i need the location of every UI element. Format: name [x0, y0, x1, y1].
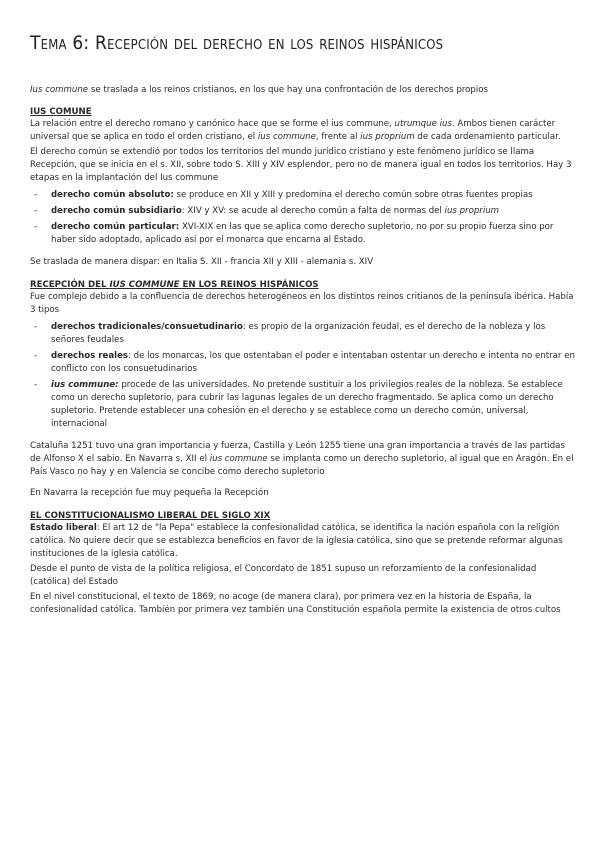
s1-p1-b: . Ambos tienen carácter universal que se aplica en todo el orden cristiano, el	[30, 119, 556, 142]
s2-p2-b: se implanta como un derecho supletorio, al igual que en Aragón. En el País Vasco no hay y en Valencia se concibe como derecho supletorio	[30, 454, 574, 477]
s1-list	[30, 189, 575, 247]
s2-p2-a: Cataluña 1251 tuvo una gran importancia y fuerza, Castilla y León 1255 tiene una gran importancia a través de las partidas de Alfonso X el sabio. En Navarra s. XII el	[30, 441, 565, 464]
list-item-bold: ius commune:	[51, 380, 119, 390]
s1-p1-c: , frente al	[315, 132, 361, 142]
list-item-bold: derechos reales	[51, 351, 129, 361]
s1-p1-i2: ius commune	[257, 132, 316, 142]
document-page	[30, 28, 575, 617]
s2-paragraph-1: Fue complejo debido a la confluencia de derechos heterogéneos en los distintos reinos critianos de la península ibérica. Había 3 tipos	[30, 292, 574, 315]
list-item	[30, 205, 575, 218]
section-heading-recepcion	[30, 279, 575, 291]
list-item	[30, 350, 575, 376]
s1-paragraph-3: Se traslada de manera dispar: en Italia S. XII - francia XII y XIII - alemania s. XIV	[30, 257, 374, 267]
s1-p1-a: La relación entre el derecho romano y canónico hace que se forme el ius commune,	[30, 119, 395, 129]
list-item-text: : es propio de la organización feudal, es el derecho de la nobleza y los señores feudales	[51, 322, 546, 345]
s1-p1-i1: utrumque ius	[394, 119, 452, 129]
s2-list	[30, 321, 575, 431]
intro-paragraph	[30, 84, 575, 97]
list-item	[30, 189, 575, 202]
s1-p1-i3: ius proprium	[360, 132, 415, 142]
intro-text: se traslada a los reinos cristianos, en los que hay una confrontación de los derechos propios	[88, 85, 488, 95]
s2-heading-a: RECEPCIÓN DEL	[30, 280, 110, 290]
list-item-text: se produce en XII y XIII y predomina el derecho común sobre otras fuentes propias	[173, 190, 533, 200]
list-item-text: XVI-XIX en las que se aplica como derecho supletorio, no por su propio fuerza sino por haber sido adoptado, aplicado así por el monarca que encarna al Estado.	[51, 222, 554, 245]
s3-paragraph-3: En el nivel constitucional, el texto de 1869, no acoge (de manera clara), por primera vez en la historia de España, la confesionalidad católica. También por primera vez también una Constitución española permite la existencia de otros cultos	[30, 592, 561, 615]
list-item-bold: derecho común absoluto:	[51, 190, 174, 200]
list-item-text: procede de las universidades. No pretende sustituir a los privilegios reales de la nobleza. Se establece como un derecho supletorio, para cubrir las lagunas legales de un derecho fragmentado. Se aplica como un derecho supletorio. Pretende establecer una cohesión en el derecho y se establece como un derecho común, universal, internacional	[51, 380, 563, 429]
intro-italic: Ius commune	[30, 85, 89, 95]
s1-p1-d: de cada ordenamiento particular.	[414, 132, 561, 142]
s2-paragraph-3: En Navarra la recepción fue muy pequeña la Recepción	[30, 488, 269, 498]
section-heading-ius-comune: IUS COMUNE	[30, 107, 92, 117]
s3-p1-text: : El art 12 de "la Pepa" establece la confesionalidad católica, se identifica la nación española con la religión católica. No quiere decir que se establezca beneficios en favor de la iglesia católica, sino que se pretende reformar algunas instituciones de la iglesia católica.	[30, 523, 563, 559]
s2-heading-i: IUS COMMUNE	[109, 280, 180, 290]
section-heading-constitucionalismo: EL CONSTITUCIONALISMO LIBERAL DEL SIGLO XIX	[30, 511, 271, 521]
list-item-bold: derechos tradicionales/consuetudinario	[51, 322, 243, 332]
s2-p2-i: ius commune	[209, 454, 268, 464]
list-item-text: : XIV y XV: se acude al derecho común a falta de normas del	[181, 206, 445, 216]
s1-paragraph-1	[30, 118, 575, 144]
s3-p1-bold: Estado liberal	[30, 523, 97, 533]
list-item-italic: ius proprium	[444, 206, 500, 216]
s3-paragraph-1	[30, 522, 575, 561]
list-item-bold: derecho común subsidiario	[51, 206, 182, 216]
list-item	[30, 321, 575, 347]
list-item-bold: derecho común particular:	[51, 222, 180, 232]
s2-paragraph-2	[30, 440, 575, 479]
s1-paragraph-2: El derecho común se extendió por todos los territorios del mundo jurídico cristiano y este fenómeno jurídico se llama Recepción, que se inicia en el s. XII, sobre todo S. XIII y XIV esplendor, pero no de manera igual en todos los territorios. Hay 3 etapas en la implantación del Ius commune	[30, 147, 572, 183]
s2-heading-b: EN LOS REINOS HISPÁNICOS	[179, 280, 319, 290]
list-item	[30, 221, 575, 247]
list-item-text: : de los monarcas, los que ostentaban el poder e intentaban ostentar un derecho e intenta no entrar en conflicto con los consuetudinarios	[51, 351, 575, 374]
list-item	[30, 379, 575, 431]
s3-paragraph-2: Desde el punto de vista de la política religiosa, el Concordato de 1851 supuso un reforzamiento de la confesionalidad (católica) del Estado	[30, 564, 537, 587]
page-title: Tema 6: Recepción del derecho en los reinos hispánicos	[30, 32, 444, 54]
